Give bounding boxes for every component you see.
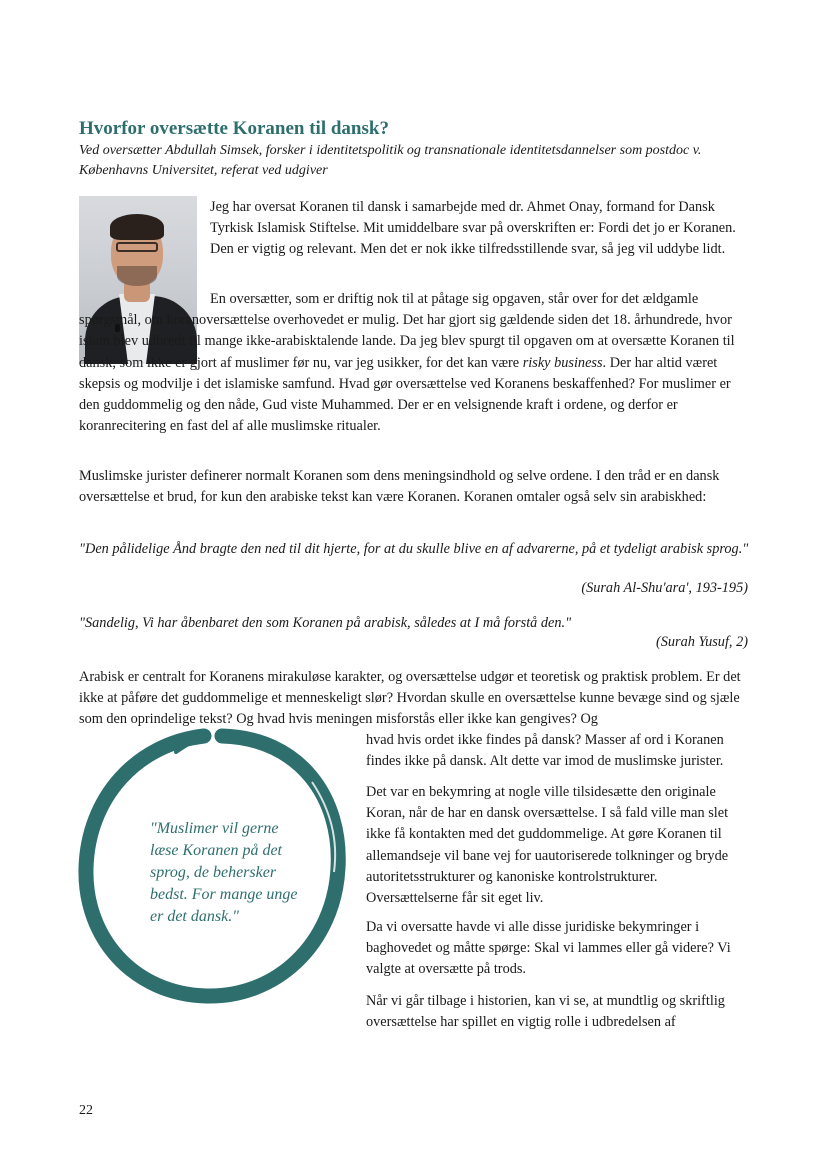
paragraph-arabic: Arabisk er centralt for Koranens mirakuløse karakter, og oversættelse udgør et teoretisk og praktisk problem. Er det ikke at påføre det guddommelige et menneskeligt slør? Hvordan skulle en oversættelse kunne bevæge sind og sjæle som den oprindelige tekst? Og hvad hvis meningen misforstås eller ikke kan gengives? Og: [79, 669, 741, 728]
quote-shuara-reference: (Surah Al-Shu'ara', 193-195): [581, 580, 748, 596]
paragraph-concern: Det var en bekymring at nogle ville tilsidesætte den originale Koran, når de har en dansk oversættelse. I så fald ville man slet ikke få kontakten med det guddommelige. At gøre Koranen til allemandseje vil bane vej for uautoriserede tolkninger og bryde autoritetsstrukturer og kanoniske kontrolstrukturer. Oversættelserne får sit eget liv.: [366, 784, 729, 907]
pullquote-text: "Muslimer vil gerne læse Koranen på det sprog, de behersker bedst. For mange unge er det dansk.": [150, 820, 298, 925]
article-title: Hvorfor oversætte Koranen til dansk?: [79, 118, 389, 139]
page-number: 22: [79, 1103, 93, 1118]
paragraph-arabic-continued: hvad hvis ordet ikke findes på dansk? Masser af ord i Koranen findes ikke på dansk. Alt dette var imod de muslimske jurister.: [366, 732, 724, 770]
paragraph-jurists: Muslimske jurister definerer normalt Koranen som dens meningsindhold og selve ordene. I den tråd er en dansk oversættelse et brud, for kun den arabiske tekst kan være Koranen. Koranen omtaler også selv sin arabiskhed:: [79, 468, 720, 506]
quote-yusuf-reference: (Surah Yusuf, 2): [655, 634, 748, 650]
paragraph-translator: En oversætter, som er driftig nok til at påtage sig opgaven, står over for det ældgamle spørgsmål, om koranoversættelse overhovedet er mulig. Det har gjort sig gældende siden det 18. århundrede, hvor islam blev udbredt til mange ikke-arabisktalende lande. Da jeg blev spurgt til opgaven om at oversætte Koranen til dansk, som ikke er gjort af muslimer før nu, var jeg usikker, for det kan være risky business. Der har altid været skepsis og modvilje i det islamiske samfund. Hvad gør oversættelse ved Koranens beskaffenhed? For muslimer er den guddommelig og den nåde, Gud viste Muhammed. Der er en velsignende kraft i ordene, og derfor er koranrecitering en fast del af alle muslimske ritualer.: [79, 291, 735, 435]
paragraph-intro: Jeg har oversat Koranen til dansk i samarbejde med dr. Ahmet Onay, formand for Dansk Tyrkisk Islamisk Stiftelse. Mit umiddelbare svar på overskriften er: Fordi det jo er Koranen. Den er vigtig og relevant. Men det er nok ikke tilfredsstillende svar, så jeg vil uddybe lidt.: [210, 199, 736, 258]
paragraph-history: Når vi går tilbage i historien, kan vi se, at mundtlig og skriftlig oversættelse har spillet en vigtig rolle i udbredelsen af: [366, 993, 725, 1031]
article-subtitle: Ved oversætter Abdullah Simsek, forsker i identitetspolitik og transnationale identitetsdannelser som postdoc v. Københavns Universitet, referat ved udgiver: [79, 143, 702, 178]
quote-yusuf: "Sandelig, Vi har åbenbaret den som Koranen på arabisk, således at I må forstå den.": [79, 615, 572, 631]
quote-shuara: "Den pålidelige Ånd bragte den ned til dit hjerte, for at du skulle blive en af advarerne, på et tydeligt arabisk sprog.": [79, 541, 749, 557]
paragraph-decision: Da vi oversatte havde vi alle disse juridiske bekymringer i baghovedet og måtte spørge: Skal vi lammes eller gå videre? Vi valgte at oversætte på trods.: [366, 919, 731, 978]
